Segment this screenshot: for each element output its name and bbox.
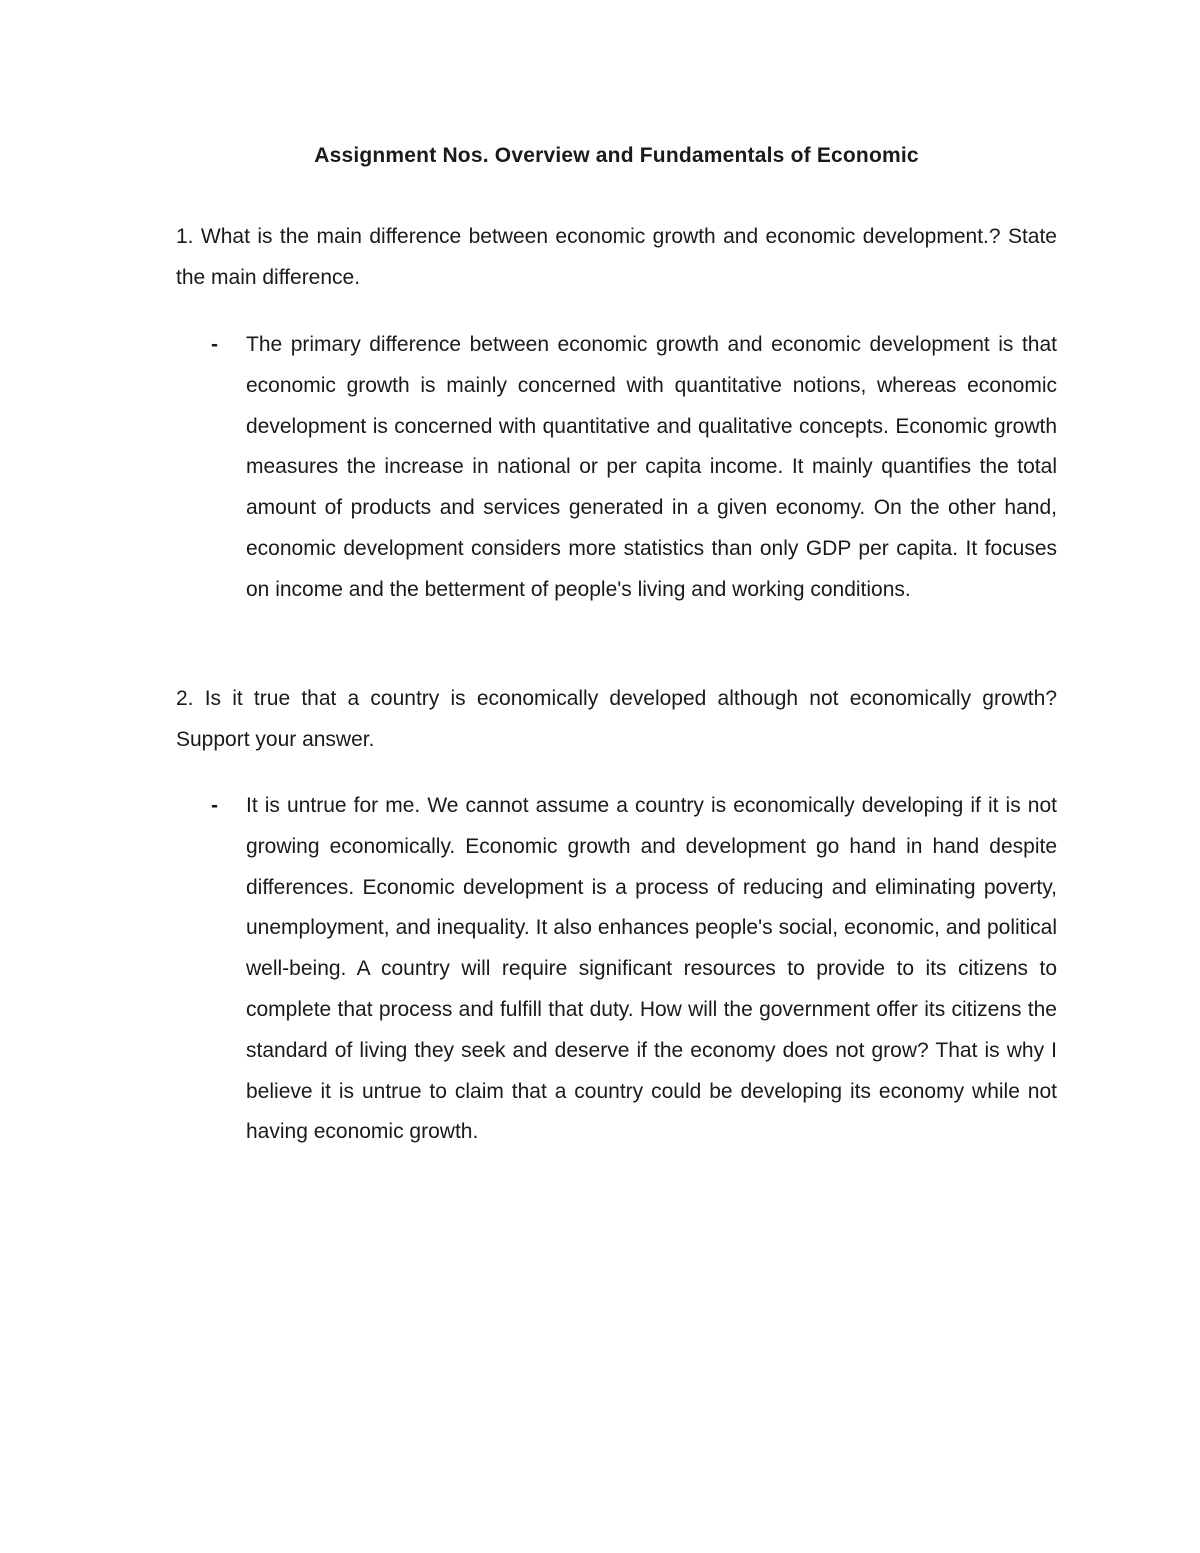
document-title: Assignment Nos. Overview and Fundamentals of Economic	[314, 144, 919, 167]
question-2: 2. Is it true that a country is economically developed although not economically growth? Support your answer.	[176, 687, 1057, 751]
answer-2: It is untrue for me. We cannot assume a country is economically developing if it is not growing economically. Economic growth and development go hand in hand despite differences. Economic development is a process of reducing and eliminating poverty, unemployment, and inequality. It also enhances people's social, economic, and political well-being. A country will require significant resources to provide to its citizens to complete that process and fulfill that duty. How will the government offer its citizens the standard of living they seek and deserve if the economy does not grow? That is why I believe it is untrue to claim that a country could be developing its economy while not having economic growth.	[246, 794, 1057, 1144]
question-1: 1. What is the main difference between economic growth and economic development.? State the main difference.	[176, 225, 1057, 289]
answer-1-bullet: -	[211, 333, 218, 356]
answer-2-bullet: -	[211, 794, 218, 817]
answer-1: The primary difference between economic growth and economic development is that economic growth is mainly concerned with quantitative notions, whereas economic development is concerned with quantitative and qualitative concepts. Economic growth measures the increase in national or per capita income. It mainly quantifies the total amount of products and services generated in a given economy. On the other hand, economic development considers more statistics than only GDP per capita. It focuses on income and the betterment of people's living and working conditions.	[246, 333, 1057, 601]
